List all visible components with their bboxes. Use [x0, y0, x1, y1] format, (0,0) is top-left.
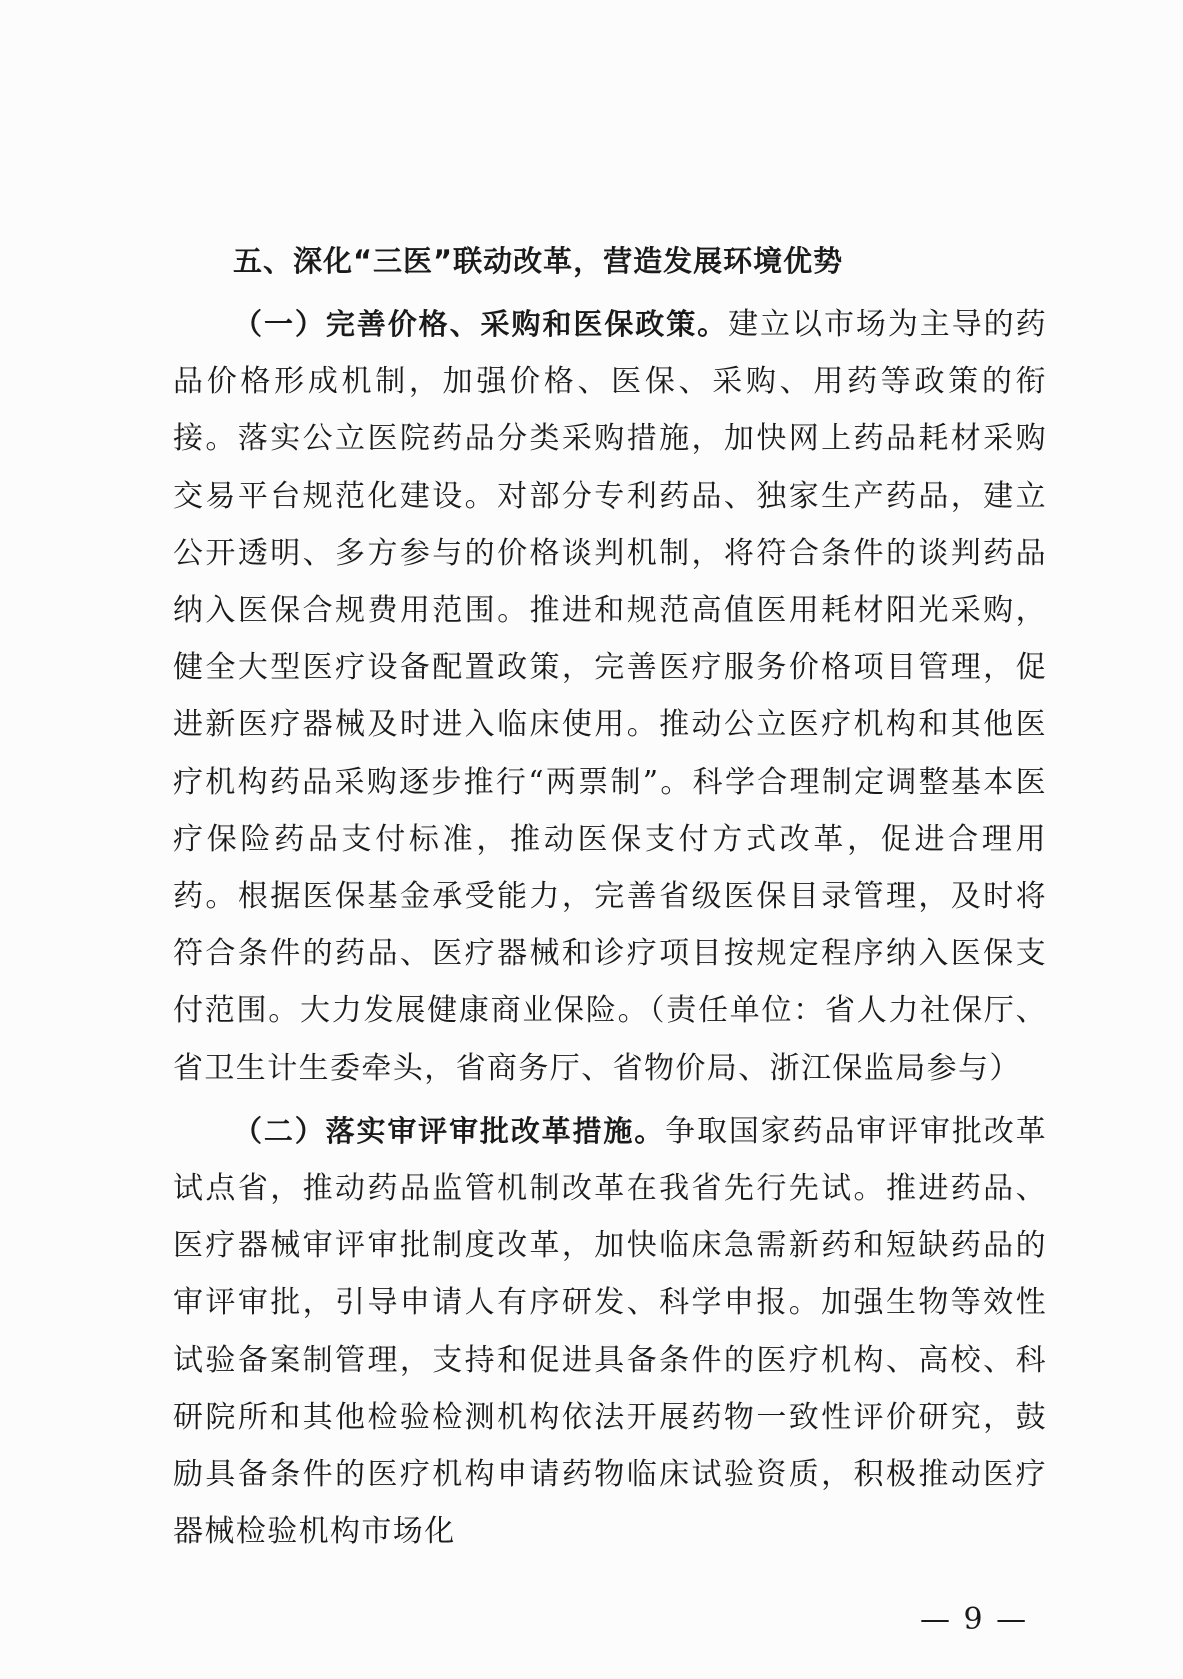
paragraph-lead: （一）完善价格、采购和医保政策。	[233, 307, 729, 341]
paragraph-body: 建立以市场为主导的药品价格形成机制，加强价格、医保、采购、用药等政策的衔接。落实公立医院药品分类采购措施，加快网上药品耗材采购交易平台规范化建设。对部分专利药品、独家生产药品，建立公开透明、多方参与的价格谈判机制，将符合条件的谈判药品纳入医保合规费用范围。推进和规范高值医用耗材阳光采购，健全大型医疗设备配置政策，完善医疗服务价格项目管理，促进新医疗器械及时进入临床使用。推动公立医疗机构和其他医疗机构药品采购逐步推行“两票制”。科学合理制定调整基本医疗保险药品支付标准，推动医保支付方式改革，促进合理用药。根据医保基金承受能力，完善省级医保目录管理，及时将符合条件的药品、医疗器械和诊疗项目按规定程序纳入医保支付范围。大力发展健康商业保险。（责任单位：省人力社保厅、省卫生计生委牵头，省商务厅、省物价局、浙江保监局参与）	[173, 307, 1048, 1086]
paragraph-body: 争取国家药品审评审批改革试点省，推动药品监管机制改革在我省先行先试。推进药品、医疗器械审评审批制度改革，加快临床急需新药和短缺药品的审评审批，引导申请人有序研发、科学申报。加强生物等效性试验备案制管理，支持和促进具备条件的医疗机构、高校、科研院所和其他检验检测机构依法开展药物一致性评价研究，鼓励具备条件的医疗机构申请药物临床试验资质，积极推动医疗器械检验机构市场化	[173, 1113, 1047, 1550]
page-number: — 9 —	[920, 1602, 1029, 1637]
section-heading: 五、深化“三医”联动改革，营造发展环境优势	[233, 244, 844, 278]
paragraph-lead: （二）落实审评审批改革措施。	[233, 1113, 666, 1148]
document-body	[173, 238, 1047, 1560]
paragraph-price-procurement-insurance	[173, 296, 1047, 1097]
paragraph-review-approval-reform	[173, 1103, 1047, 1561]
